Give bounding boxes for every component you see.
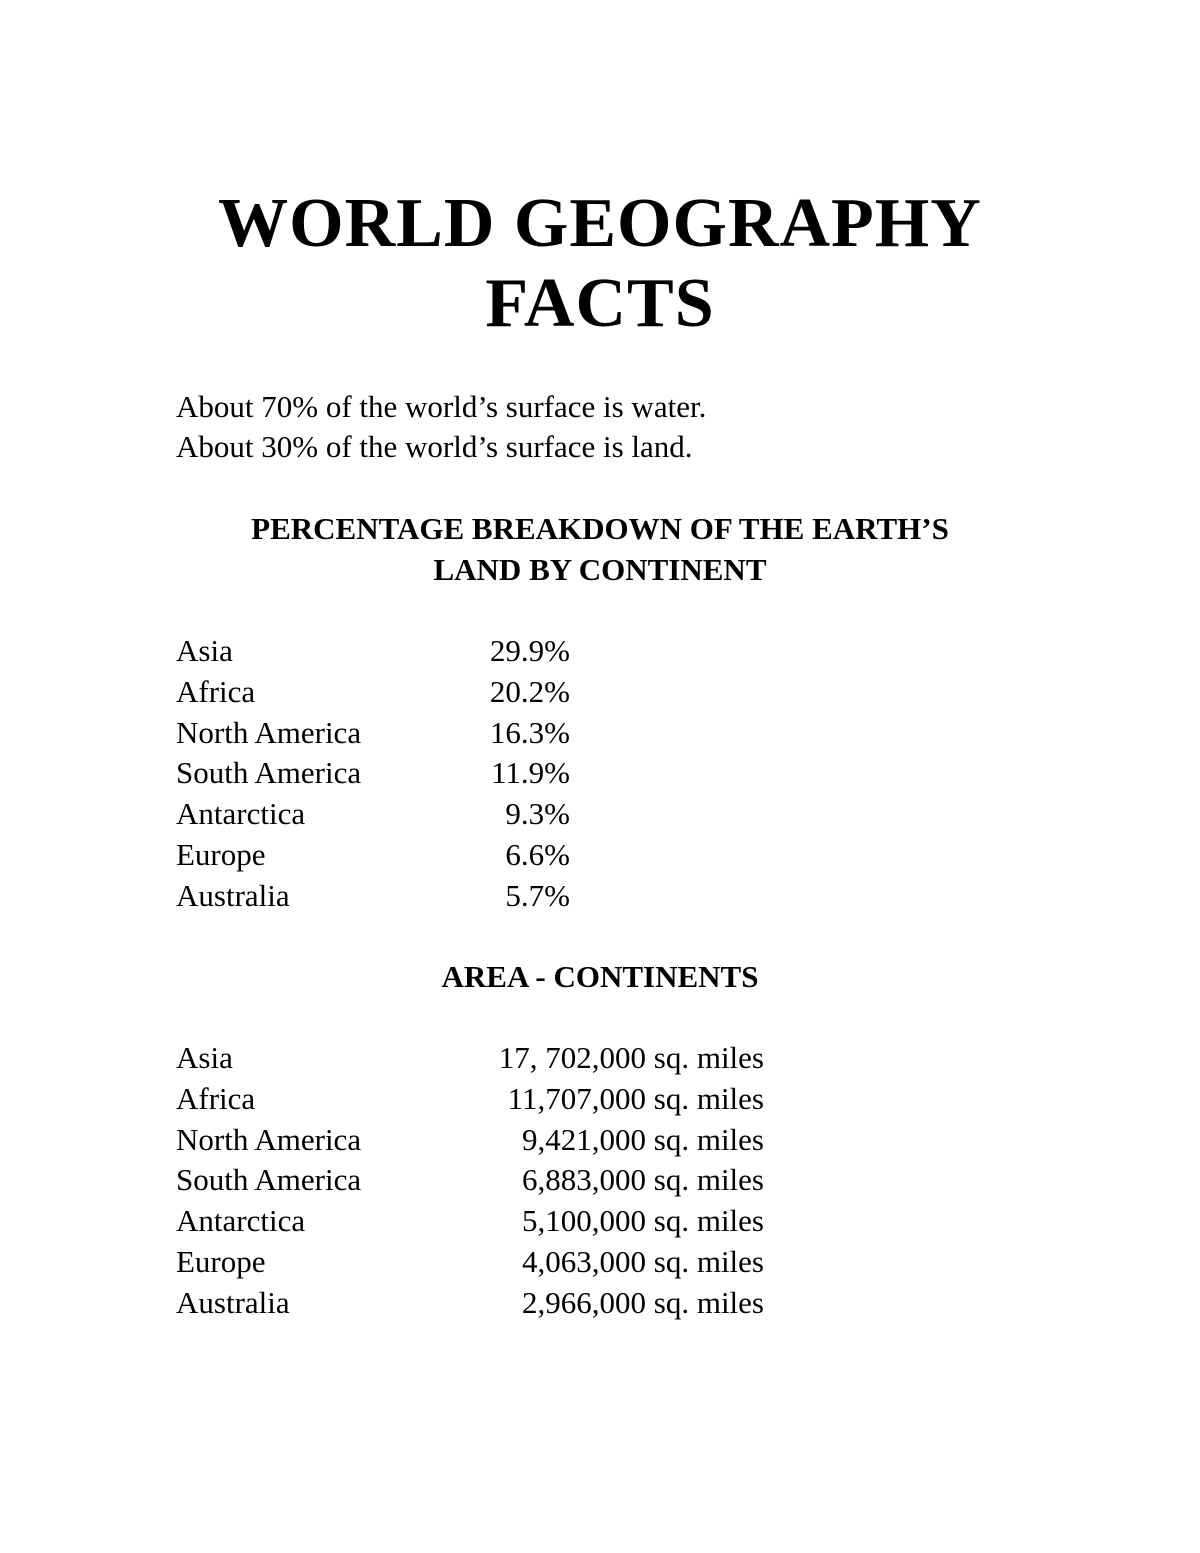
land-percentage: 6.6% [505, 836, 570, 872]
land-percentage: 16.3% [489, 714, 570, 750]
continent-name: Antarctica [176, 1203, 306, 1239]
land-percentage: 29.9% [489, 633, 570, 668]
continent-name: Asia [176, 1040, 233, 1075]
continent-name: South America [176, 755, 362, 791]
page-title-line-2: FACTS [485, 265, 715, 342]
continent-area: 5,100,000 sq. miles [522, 1203, 764, 1239]
land-percentage: 11.9% [491, 755, 570, 791]
continent-name: Africa [176, 673, 256, 709]
intro-water: About 70% of the world’s surface is water. [176, 389, 707, 424]
land-percentage: 20.2% [489, 673, 570, 709]
continent-name: Antarctica [176, 796, 306, 832]
continent-name: South America [176, 1162, 362, 1198]
continent-name: Europe [176, 836, 266, 872]
land-percentage: 9.3% [505, 796, 570, 832]
continent-area: 11,707,000 sq. miles [507, 1080, 764, 1116]
continent-name: Australia [176, 1284, 290, 1320]
continent-area: 4,063,000 sq. miles [522, 1243, 764, 1279]
page-title-line-1: WORLD GEOGRAPHY [218, 185, 982, 262]
continent-name: North America [176, 714, 362, 750]
percentage-heading-line-2: LAND BY CONTINENT [433, 552, 767, 587]
percentage-heading-line-1: PERCENTAGE BREAKDOWN OF THE EARTH’S [251, 511, 949, 546]
land-percentage: 5.7% [505, 877, 570, 913]
continent-name: Australia [176, 877, 290, 913]
continent-area: 6,883,000 sq. miles [522, 1162, 764, 1198]
area-heading: AREA - CONTINENTS [441, 959, 759, 994]
continent-name: North America [176, 1121, 362, 1157]
continent-name: Asia [176, 633, 233, 668]
continent-name: Africa [176, 1080, 256, 1116]
continent-area: 17, 702,000 sq. miles [498, 1040, 764, 1075]
continent-area: 2,966,000 sq. miles [522, 1284, 764, 1320]
continent-area: 9,421,000 sq. miles [522, 1121, 764, 1157]
continent-name: Europe [176, 1243, 266, 1279]
intro-land: About 30% of the world’s surface is land. [176, 429, 693, 464]
